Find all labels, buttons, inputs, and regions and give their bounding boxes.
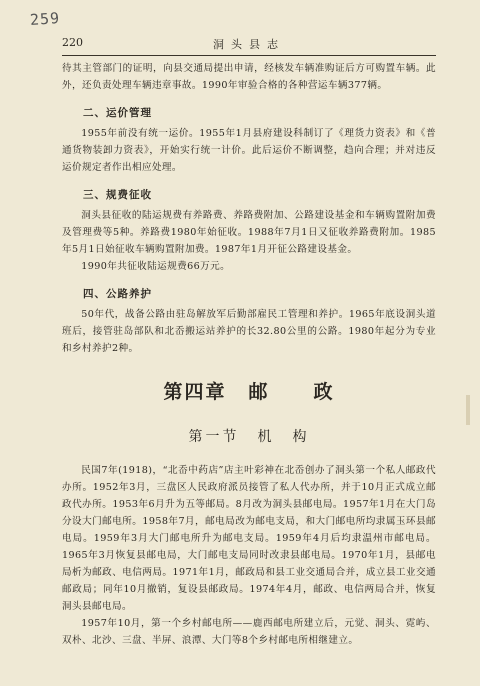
section-number: 第一节	[188, 429, 240, 445]
chapter-word-2: 政	[313, 381, 335, 403]
running-title: 洞头县志	[213, 38, 285, 51]
running-header	[62, 36, 436, 54]
paragraph-fee-collection: 洞头县征收的陆运规费有养路费、养路费附加、公路建设基金和车辆购置附加费及管理费等5种。养路费1980年始征收。1988年7月1日又征收养路费附加。1985年5月1日始征收车辆购置附加费。1987年1月开征公路建设基金。	[62, 210, 436, 255]
section-word-2: 构	[292, 429, 310, 445]
handwritten-page-number: 259	[29, 8, 61, 30]
paragraph-continued: 待其主管部门的证明，向县交通局提出申请，经核发车辆准购证后方可购置车辆。此外，还负责处理车辆违章事故。1990年审验合格的各种营运车辆377辆。	[62, 63, 436, 91]
heading-rate-management: 二、运价管理	[83, 107, 152, 119]
heading-road-maintenance: 四、公路养护	[83, 288, 152, 300]
paragraph-postal-history: 民国7年(1918)，“北岙中药店”店主叶彩神在北岙创办了洞头第一个私人邮政代办所。1952年3月，三盘区人民政府派员接管了私人代办所，并于10月正式成立邮政代办所。1953年6月升为五等邮局。8月改为洞头县邮电局。1957年1月在大门岛分设大门邮电所。1958年7月，邮电局改为邮电支局，和大门邮电所均隶属玉环县邮电局。1959年3月大门邮电所升为邮电支局。1959年4月后均隶温州市邮电局。1965年3月恢复县邮电局，大门邮电支局同时改隶县邮电局。1970年1月，县邮电局析为邮政、电信两局。1971年1月，邮政局和县工业交通局合并，成立县工业交通邮政局；同年10月撤销，复设县邮政局。1974年4月，邮政、电信两局合并，恢复洞头县邮电局。	[62, 465, 436, 612]
header-rule	[62, 55, 436, 56]
paragraph-road-maintenance: 50年代，战备公路由驻岛解放军后勤部雇民工管理和养护。1965年底设洞头道班后，接管驻岛部队和北岙搬运站养护的长32.80公里的公路。1980年起分为专业和乡村养护2种。	[62, 309, 436, 354]
section-title	[62, 426, 436, 446]
chapter-number: 第四章	[163, 381, 227, 403]
chapter-title	[62, 377, 436, 404]
page-edge-scuff	[466, 395, 470, 425]
page-number: 220	[62, 36, 83, 49]
chapter-word-1: 邮	[248, 381, 270, 403]
paragraph-rural-offices: 1957年10月，第一个乡村邮电所——鹿西邮电所建立后，元觉、洞头、霓屿、双朴、北沙、三盘、半屏、浪潭、大门等8个乡村邮电所相继建立。	[62, 618, 436, 646]
paragraph-rate-management: 1955年前没有统一运价。1955年1月县府建设科制订了《理货力资表》和《普通货物装卸力资表》，开始实行统一计价。此后运价不断调整，趋向合理；并对违反运价规定者作出相应处理。	[62, 128, 436, 173]
section-word-1: 机	[257, 429, 275, 445]
heading-fee-collection: 三、规费征收	[83, 189, 152, 201]
page-content	[62, 60, 436, 649]
paragraph-fee-total: 1990年共征收陆运规费66万元。	[81, 261, 231, 272]
